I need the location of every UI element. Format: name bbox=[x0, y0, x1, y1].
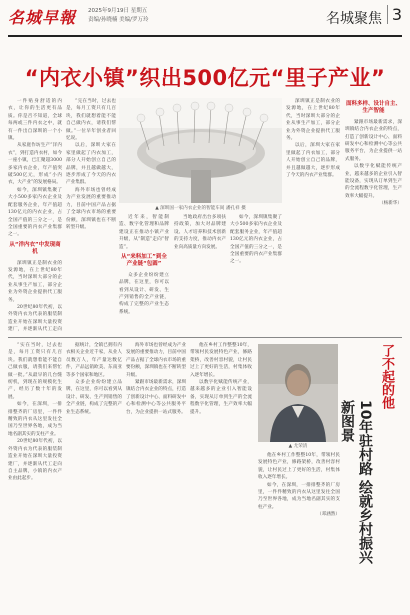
header-meta bbox=[88, 7, 148, 25]
paragraph: 紧跟市场最新需求，深圳镇结合内衣企业的特点，打造了创新设计中心、面料研发中心和检测中心等公共服务平台，为企业提供一站式服务。 bbox=[345, 119, 402, 162]
paragraph: 当地政府出台多项扶持政策，加大对品牌建设、人才培养和技术创新的支持力度，推动内衣产业向高质量方向发展。 bbox=[174, 215, 226, 250]
byline: （杨新华） bbox=[379, 201, 402, 207]
paragraph: 20世纪80年代初，以外资内衣为代表的服装制造业开始在深圳大量投资建厂，并逐渐从代工走向自主品牌，小镇的内衣产业由此起步。 bbox=[8, 439, 62, 482]
section-divider bbox=[8, 337, 402, 338]
paragraph: 如今，在深圳，一排排整齐的厂房里，一件件精致的内衣从这里发往全国乃至世界各地，成为当地名副其实的支柱产业。 bbox=[8, 402, 62, 437]
paragraph: 紧跟市场最新需求，深圳镇结合内衣企业的特点，打造了创新设计中心、面料研发中心和检测中心等公共服务平台，为企业提供一站式服务。 bbox=[126, 380, 186, 415]
article-column-2 bbox=[66, 98, 116, 333]
article-column-5 bbox=[230, 214, 282, 334]
paragraph: 如今，深圳镇集聚了大小500多家内衣企业及配套服务企业，年产值超130亿元的内衣企业，占全国产值的三分之一，是全国重要的内衣产业集群之一。 bbox=[230, 215, 282, 265]
paragraph: 一件贴身舒适的内衣，让你的生活更有品质。你是否不知道，全球每两或三件内衣之中，就有一件出自深圳的一个小镇。 bbox=[8, 99, 62, 142]
feature-title: 10年驻村路 绘就乡村振兴新图景 bbox=[339, 400, 373, 565]
paragraph: 如今，在深圳，一排排整齐的厂房里，一件件精致的内衣从这里发往全国乃至世界各地，成为当地名副其实的支柱产业。 bbox=[258, 482, 340, 510]
article-column-1 bbox=[8, 98, 62, 333]
newspaper-logo: 名城早報 bbox=[8, 8, 77, 27]
paragraph: 近年来，智能制造、数字化管理和品牌建设正在推动小镇产业升级，从“制造”走向“智造”。 bbox=[119, 215, 169, 250]
paragraph: 众多企业纷纷建立品牌，在这里，你可以看到从设计、研发、生产到销售的全产业链，构成了完整的产业生态系统。 bbox=[119, 272, 169, 315]
lower-column-4 bbox=[190, 342, 252, 610]
article-column-4 bbox=[174, 214, 226, 334]
article-column-3 bbox=[119, 214, 169, 334]
lower-column-1 bbox=[8, 342, 62, 610]
paragraph: “完在当时，过去也是，每月工资只有几百块，我们就想着能不能自己做内衣，请我们帮做。”一位早年创业者回忆说。 bbox=[66, 99, 116, 142]
subheading: 从“洋内衣”中发现商机 bbox=[9, 241, 61, 256]
page-number: 3 bbox=[387, 5, 402, 24]
paragraph: 20世纪80年代初，以外资内衣为代表的服装制造业开始在深圳大量投资建厂，并逐渐从代工走向 bbox=[8, 304, 62, 333]
page-header bbox=[0, 0, 410, 40]
photo-caption: ▲ 深圳国一家内衣企业的智能车间 潘孔祥 摄 bbox=[155, 206, 246, 211]
portrait-photo bbox=[258, 344, 338, 442]
subheading: 从“来料加工”到全产业链“包圆” bbox=[121, 254, 167, 268]
subheading: 面料多样、设计自主、生产智能 bbox=[345, 101, 401, 115]
paragraph: 他在乡村工作整整10年，带领村民发展特色产业，修路架桥，改善村容村貌，让村民过上了更好的生活，村集体收入逐年增长。 bbox=[258, 453, 340, 481]
byline: （邓涵然） bbox=[317, 512, 340, 518]
issue-date: 2025年9月19日 星期五 bbox=[88, 8, 148, 14]
person-image bbox=[258, 344, 338, 442]
paragraph: 他在乡村工作整整10年，带领村民发展特色产业，修路架桥，改善村容村貌，让村民过上了更好的生活，村集体收入逐年增长。 bbox=[190, 343, 252, 378]
portrait-caption: ▲ 尤荣清 bbox=[288, 444, 308, 449]
editor-credit: 责编/孙晓楠 美编/罗万玲 bbox=[88, 17, 149, 23]
paragraph: 以后，深圳大家在家里做起了内衣加工，部分人开始创立自己的品牌，并且越做越大，逐步形成了今天的内衣产业集群。 bbox=[286, 143, 340, 179]
paragraph: 海外市场也曾经成为产业发展的重要推动力，目前中国产品占据了全球内衣市场的重要份额，深圳镇也在不断转型升级。 bbox=[126, 343, 186, 378]
article-column-6 bbox=[286, 98, 340, 333]
paragraph: 从家庭作坊生产“洋内衣”，到打造内衣村，如今一座小镇，已汇聚超3000多家内衣企业，年产值突破500亿元，形成“小内衣，大产业”的发展格局。 bbox=[8, 143, 62, 186]
paragraph: 以数字化赋能传统产业，越来越多的企业引入智能设备，实现从订单到生产的全流程数字化管理，生产效率大幅提升。 bbox=[190, 380, 252, 415]
paragraph: 如今，深圳镇集聚了大小500多家内衣企业及配套服务企业，年产值超130亿元的内衣企业，占全国产值的三分之一，是全国重要的内衣产业集群之一。 bbox=[8, 187, 62, 238]
lower-column-2 bbox=[66, 342, 122, 610]
paragraph: 深圳镇正是制衣业的发源地，在上世纪80年代，当时深圳大部分的企业从事生产加工，部分企业为外资企业提供代工服务。 bbox=[8, 260, 62, 303]
article-column-7 bbox=[345, 98, 402, 333]
paragraph: 以数字化赋能传统产业，越来越多的企业引入智能设备，实现从订单到生产的全流程数字化管理，生产效率大幅提升。 bbox=[345, 164, 402, 199]
factory-photo bbox=[119, 98, 282, 203]
paragraph: 深圳镇正是制衣业的发源地，在上世纪80年代，当时深圳大部分的企业从事生产加工，部分企业为外资企业提供代工服务。 bbox=[286, 99, 340, 142]
lower-column-5 bbox=[258, 452, 340, 608]
main-headline: “内衣小镇”织出500亿元“里子产业” bbox=[24, 66, 386, 90]
paragraph: 据统计，全镇已拥有内衣相关企业近千家，从业人员数万人，年产量达数亿件，产品远销欧美、东南亚等多个国家和地区。 bbox=[66, 343, 122, 378]
feature-kicker: 了不起的他 bbox=[379, 344, 394, 409]
header-rule bbox=[8, 35, 402, 37]
paragraph: 众多企业纷纷建立品牌，在这里，你可以看到从设计、研发、生产到销售的全产业链，构成了完整的产业生态系统。 bbox=[66, 380, 122, 415]
paragraph: “实在当时，过去也是，每月工资只有几百块。我们就想着能不能自己做衣服，请我们来帮忙做一批。”从最早的几台缝纫机，到现在的规模化生产，经历了数十年的发展。 bbox=[8, 343, 62, 400]
paragraph: 以后，深圳大家在家里做起了内衣加工，部分人开始创立自己的品牌，并且越做越大，逐步形成了今天的内衣产业集群。 bbox=[66, 143, 116, 186]
knitting-machine-image bbox=[119, 98, 282, 203]
lower-column-3 bbox=[126, 342, 186, 610]
paragraph: 海外市场也曾经成为产业发展的重要推动力，目前中国产品占据了全球内衣市场的重要份额，深圳镇也在不断转型升级。 bbox=[66, 187, 116, 230]
section-title: 名城聚焦 bbox=[326, 11, 382, 27]
